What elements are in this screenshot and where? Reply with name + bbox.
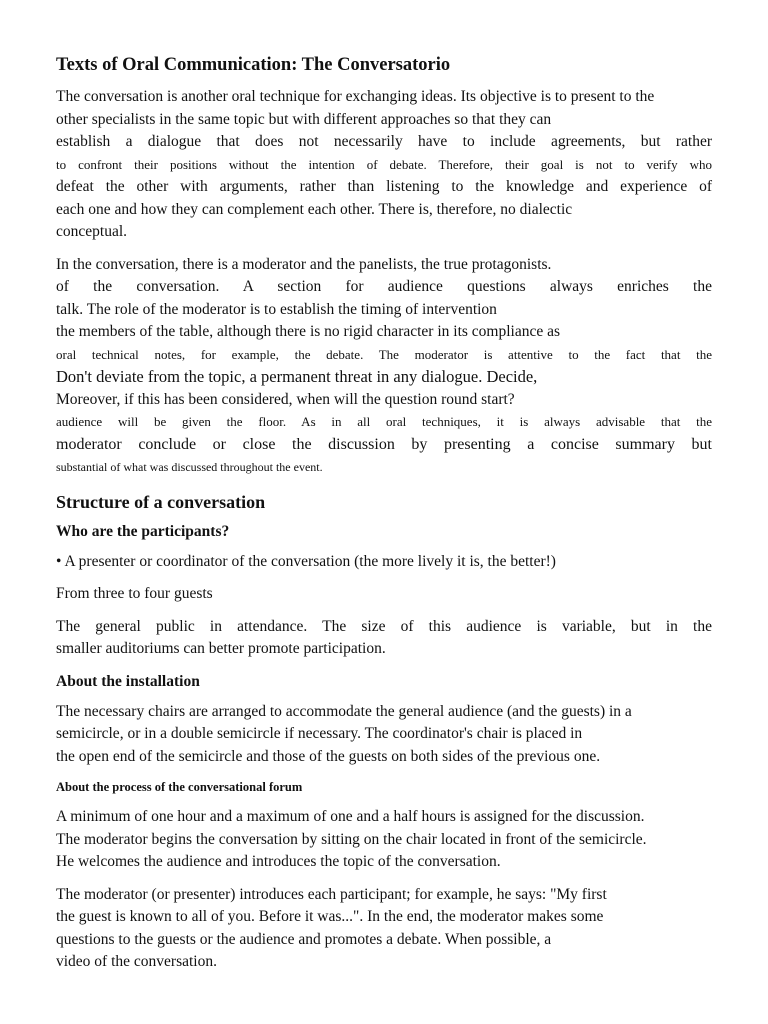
text-line: In the conversation, there is a moderator and the panelists, the true protagonists.: [56, 255, 552, 273]
text-line: defeat the other with arguments, rather than listening to the knowledge and experience of: [56, 178, 712, 195]
process-paragraph-1: [56, 806, 712, 874]
text-line: other specialists in the same topic but with different approaches so that they can: [56, 110, 552, 128]
text-line: The moderator (or presenter) introduces each participant; for example, he says: "My first: [56, 885, 607, 903]
subheading-installation: About the installation: [56, 672, 200, 690]
text-line: The general public in attendance. The size of this audience is variable, but in the: [56, 617, 712, 635]
text-line: oral technical notes, for example, the debate. The moderator is attentive to the fact that the: [56, 346, 712, 362]
text-line: Moreover, if this has been considered, when will the question round start?: [56, 390, 515, 408]
text-line: The conversation is another oral technique for exchanging ideas. Its objective is to present to the: [56, 88, 655, 105]
text-line: the members of the table, although there is no rigid character in its compliance as: [56, 323, 561, 340]
participant-guests: [56, 583, 712, 606]
text-line: From three to four guests: [56, 585, 213, 602]
text-line: moderator conclude or close the discussion by presenting a concise summary but: [56, 435, 712, 453]
installation-paragraph: [56, 701, 712, 769]
section-heading-structure: Structure of a conversation: [56, 491, 266, 512]
text-line: conceptual.: [56, 223, 128, 240]
text-line: talk. The role of the moderator is to establish the timing of intervention: [56, 300, 497, 318]
text-line: The necessary chairs are arranged to accommodate the general audience (and the guests) in a: [56, 702, 632, 720]
text-line: substantial of what was discussed throughout the event.: [56, 460, 323, 474]
participant-public: [56, 616, 712, 661]
participant-presenter: [56, 551, 712, 574]
process-paragraph-2: [56, 884, 712, 974]
text-line: The moderator begins the conversation by sitting on the chair located in front of the semicircle.: [56, 830, 647, 848]
document-page: [56, 52, 712, 984]
moderator-paragraph: [56, 254, 712, 479]
subheading-participants: Who are the participants?: [56, 522, 230, 540]
text-line: video of the conversation.: [56, 953, 217, 970]
text-line: each one and how they can complement each other. There is, therefore, no dialectic: [56, 200, 573, 218]
text-line: A minimum of one hour and a maximum of one and a half hours is assigned for the discussion.: [56, 808, 645, 825]
document-title: Texts of Oral Communication: The Conversatorio: [56, 55, 451, 75]
text-line: • A presenter or coordinator of the conversation (the more lively it is, the better!): [56, 552, 556, 570]
text-line: of the conversation. A section for audience questions always enriches the: [56, 278, 712, 295]
text-line: He welcomes the audience and introduces the topic of the conversation.: [56, 853, 501, 870]
text-line: audience will be given the floor. As in all oral techniques, it is always advisable that the: [56, 414, 712, 429]
text-line: Don't deviate from the topic, a permanent threat in any dialogue. Decide,: [56, 367, 538, 386]
text-line: the open end of the semicircle and those of the guests on both sides of the previous one.: [56, 747, 601, 765]
subheading-process: About the process of the conversational forum: [56, 780, 303, 794]
text-line: to confront their positions without the intention of debate. Therefore, their goal is not to verify who: [56, 156, 712, 172]
intro-paragraph: [56, 86, 712, 244]
text-line: semicircle, or in a double semicircle if necessary. The coordinator's chair is placed in: [56, 725, 583, 742]
text-line: questions to the guests or the audience and promotes a debate. When possible, a: [56, 930, 552, 948]
text-line: establish a dialogue that does not necessarily have to include agreements, but rather: [56, 133, 712, 150]
text-line: the guest is known to all of you. Before it was...". In the end, the moderator makes some: [56, 908, 604, 925]
text-line: smaller auditoriums can better promote participation.: [56, 640, 386, 657]
